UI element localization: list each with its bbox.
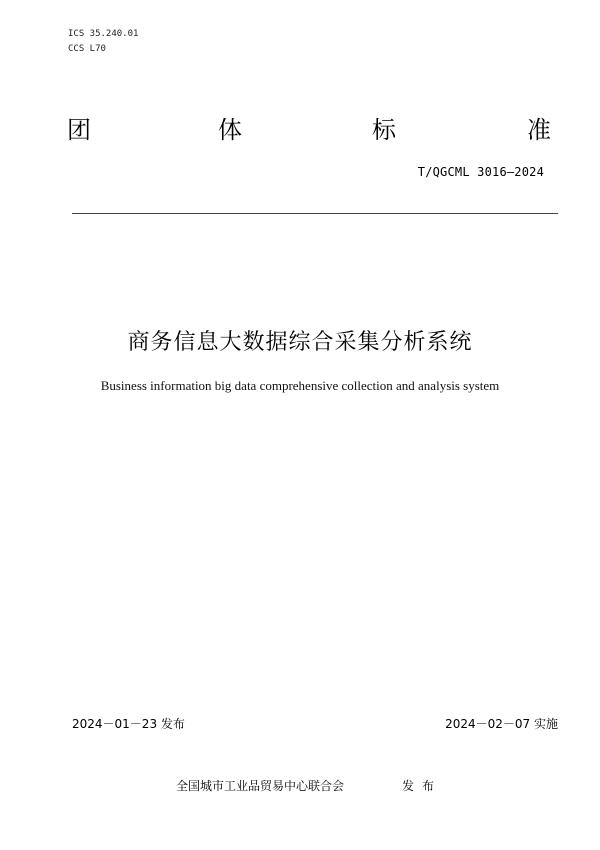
publisher-action: 发布 — [402, 779, 443, 793]
publisher-name: 全国城市工业品贸易中心联合会 — [176, 779, 345, 793]
standard-type-char: 体 — [218, 116, 242, 144]
standard-number: T/QGCML 3016—2024 — [417, 165, 544, 179]
standard-type-heading — [0, 115, 600, 149]
title-chinese: 商务信息大数据综合采集分析系统 — [127, 330, 473, 355]
implementation-date: 2024－02－07 实施 — [445, 717, 558, 731]
issue-date: 2024－01－23 发布 — [72, 717, 185, 731]
title-english: Business information big data comprehensive collection and analysis system — [100, 378, 500, 393]
header-divider — [72, 213, 558, 214]
ics-code: ICS 35.240.01 — [68, 29, 139, 39]
standard-type-char: 准 — [527, 116, 551, 144]
standard-type-char: 团 — [67, 116, 91, 144]
standard-type-char: 标 — [372, 116, 396, 144]
ccs-code: CCS L70 — [68, 44, 106, 54]
